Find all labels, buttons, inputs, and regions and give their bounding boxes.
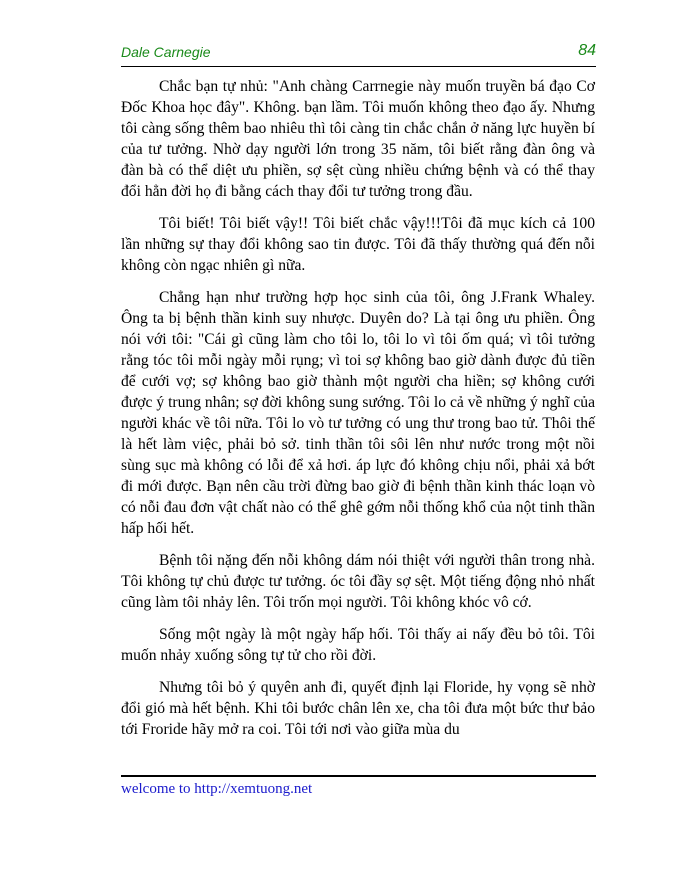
page-header — [121, 44, 596, 66]
body-text — [121, 76, 595, 751]
paragraph: Chẳng hạn như trường hợp học sinh của tôi, ông J.Frank Whaley. Ông ta bị bệnh thần kinh suy nhược. Duyên do? Là tại ông ưu phiền. Ông nói với tôi: "Cái gì cũng làm cho tôi lo, tôi lo vì tôi ốm quá; vì tôi tưởng rằng tóc tôi mỗi ngày mỗi rụng; vì toi sợ không bao giờ dành được đủ tiền để cưới vợ; sợ không bao giờ thành một người cha hiền; sợ không cưới được ý trung nhân; sợ đời không sung sướng. Tôi lo cả về những ý nghĩ của người khác về tôi nữa. Tôi lo vò tư tưởng có ung thư trong bao tử. Thôi thế là hết làm việc, phải bỏ sở. tinh thần tôi sôi lên như nước trong một nồi sùng sục mà không có lỗi để xả hơi. áp lực đó không chịu nổi, phải xả bớt đi mới được. Bạn nên cầu trời đừng bao giờ đi bệnh thần kinh thác loạn vò có nỗi đau đơn vật chất nào có thể ghê gớm nỗi thống khổ của nột tinh thần hấp hối hết. — [121, 289, 595, 537]
header-author: Dale Carnegie — [121, 44, 211, 60]
paragraph: Bệnh tôi nặng đến nỗi không dám nói thiệt với người thân trong nhà. Tôi không tự chủ được tư tưởng. óc tôi đầy sợ sệt. Một tiếng động nhỏ nhất cũng làm tôi nhảy lên. Tôi trốn mọi người. Tôi không khóc vô cớ. — [121, 552, 595, 611]
page-number: 84 — [578, 42, 596, 59]
paragraph: Tôi biết! Tôi biết vậy!! Tôi biết chắc vậy!!!Tôi đã mục kích cả 100 lần những sự thay đổi không sao tin được. Tôi đã thấy thường quá đến nỗi không còn ngạc nhiên gì nữa. — [121, 215, 595, 274]
footer-link[interactable]: welcome to http://xemtuong.net — [121, 781, 313, 797]
header-divider — [121, 66, 596, 67]
paragraph: Sống một ngày là một ngày hấp hối. Tôi thấy ai nấy đều bỏ tôi. Tôi muốn nhảy xuống sông tự tử cho rồi đời. — [121, 626, 595, 664]
paragraph: Chắc bạn tự nhủ: "Anh chàng Carrnegie này muốn truyền bá đạo Cơ Đốc Khoa học đây". Không. bạn lầm. Tôi muốn không theo đạo ấy. Nhưng tôi càng sống thêm bao nhiêu thì tôi càng tin chắc chắn ở năng lực huyền bí của tư tưởng. Nhờ dạy người lớn trong 35 năm, tôi biết rằng đàn ông và đàn bà có thể diệt ưu phiền, sợ sệt cùng nhiều chứng bệnh và có thể thay đổi hẳn đời họ đi bằng cách thay đổi tư tưởng trong đầu. — [121, 78, 595, 200]
footer-divider — [121, 775, 596, 777]
paragraph: Nhưng tôi bỏ ý quyên anh đi, quyết định lại Floride, hy vọng sẽ nhờ đổi gió mà hết bệnh. Khi tôi bước chân lên xe, cha tôi đưa một bức thư bảo tới Froride hãy mở ra coi. Tôi tới nơi vào giữa mùa du — [121, 679, 595, 738]
